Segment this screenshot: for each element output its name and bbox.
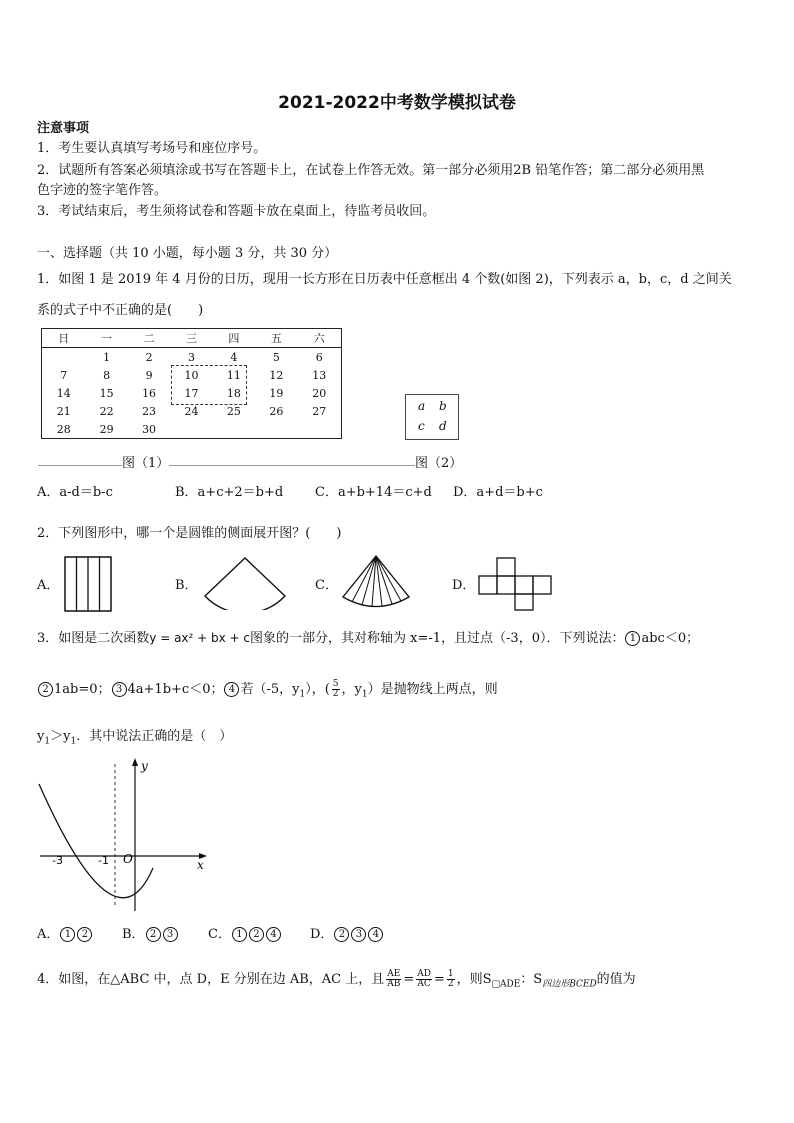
circled-number: 4 (224, 682, 239, 697)
fraction-numerator: 1 (447, 969, 454, 979)
q3-option-b (122, 926, 179, 944)
calendar-cell: 5 (272, 350, 280, 364)
circled-number: 1 (60, 927, 75, 942)
calendar-header: 六 (298, 329, 342, 348)
text: 1ab=0； (54, 682, 111, 697)
section-heading: 一、选择题（共 10 小题，每小题 3 分，共 30 分） (37, 246, 338, 261)
q2-label-b: B． (175, 578, 198, 593)
figure-baseline (38, 465, 458, 466)
circled-number: 4 (368, 927, 383, 942)
fraction-numerator: 5 (332, 679, 339, 689)
calendar-cell (213, 420, 255, 439)
q3-option-a (37, 926, 93, 944)
option-label: B． (122, 927, 145, 942)
figure-rectangle-strips (64, 556, 112, 612)
fraction-ae-ab (386, 970, 401, 989)
calendar-cell: 19 (269, 386, 284, 400)
calendar-cell: 9 (145, 368, 153, 382)
q1-option-a: A．a-d＝b-c (37, 485, 113, 500)
calendar-cell: 27 (312, 404, 327, 418)
text: ），( (305, 682, 330, 697)
text: 4．如图，在△ABC 中，点 D，E 分别在边 AB，AC 上，且 (37, 972, 385, 987)
tick-label-minus1: -1 (98, 854, 109, 867)
fraction-denominator: AB (387, 979, 401, 989)
fraction-denominator: AC (417, 979, 431, 989)
calendar-cell: 3 (187, 350, 195, 364)
calendar-cell: 23 (142, 404, 157, 418)
calendar-cell: 7 (60, 368, 68, 382)
subscript: □ADE (491, 979, 521, 990)
text: = (403, 972, 415, 987)
circled-number: 2 (38, 682, 53, 697)
text: abc＜0； (641, 631, 700, 646)
text: = (433, 972, 445, 987)
option-label: D． (310, 927, 334, 942)
text: ，则S (456, 972, 492, 987)
q2-label-c: C． (315, 578, 338, 593)
fraction-numerator: AE (387, 969, 401, 979)
subscript: 四边形BCED (542, 979, 597, 990)
figure-sector (200, 556, 290, 610)
option-label: C． (208, 927, 231, 942)
calendar-cell: 17 (184, 386, 199, 400)
calendar-cell (42, 348, 86, 367)
var-b: b (439, 399, 447, 413)
subscript: 1 (70, 736, 77, 747)
q1-option-b: B．a+c+2＝b+d (175, 485, 284, 500)
calendar-cell: 15 (99, 386, 114, 400)
calendar-cell: 29 (99, 422, 114, 436)
q1-stem-line2: 系的式子中不正确的是( ) (37, 303, 204, 318)
calendar-cell: 24 (184, 404, 199, 418)
calendar-cell: 2 (145, 350, 153, 364)
calendar-cell: 21 (56, 404, 71, 418)
calendar-header: 四 (213, 329, 255, 348)
parabola-curve (39, 784, 153, 898)
fraction-denominator: 2 (447, 979, 454, 989)
circled-number: 2 (146, 927, 161, 942)
calendar-cell: 8 (103, 368, 111, 382)
calendar-cell: 18 (226, 386, 241, 400)
q3-stem-line1 (37, 629, 699, 648)
option-label: A． (37, 927, 60, 942)
q2-label-d: D． (452, 578, 476, 593)
q3-option-d (310, 926, 384, 944)
calendar-cell: 14 (56, 386, 71, 400)
q3-option-c (208, 926, 282, 944)
circled-number: 2 (334, 927, 349, 942)
figure2-caption: 图（2） (415, 456, 463, 471)
var-d: d (439, 419, 447, 433)
notice-item: 3．考试结束后，考生须将试卷和答题卡放在桌面上，待监考员收回。 (37, 204, 436, 219)
text: 3．如图是二次函数 (37, 631, 150, 646)
calendar-cell: 10 (184, 368, 199, 382)
fraction-half (447, 970, 455, 989)
text: 若（-5，y (240, 682, 300, 697)
calendar-cell: 28 (56, 422, 71, 436)
figure2-box (405, 394, 459, 440)
page-title: 2021-2022中考数学模拟试卷 (278, 93, 516, 113)
calendar-cell: 30 (142, 422, 157, 436)
calendar-cell: 6 (315, 350, 323, 364)
calendar-cell: 22 (99, 404, 114, 418)
circled-number: 3 (351, 927, 366, 942)
subscript: 1 (361, 689, 368, 700)
calendar-cell (298, 420, 342, 439)
fraction-numerator: AD (417, 969, 431, 979)
circled-number: 2 (77, 927, 92, 942)
notice-item: 1．考生要认真填写考场号和座位序号。 (37, 141, 267, 156)
calendar-cell: 11 (226, 368, 241, 382)
calendar-cell: 16 (142, 386, 157, 400)
notice-item: 色字迹的签字笔作答。 (37, 183, 168, 198)
calendar-cell: 26 (269, 404, 284, 418)
circled-number: 2 (249, 927, 264, 942)
calendar-header: 二 (128, 329, 170, 348)
quadratic-formula: y = ax² + bx + c (149, 631, 251, 645)
notice-item: 2．试题所有答案必须填涂或书写在答题卡上，在试卷上作答无效。第一部分必须用2B 铅笔作答；第二部分必须用黑 (37, 163, 705, 178)
var-c: c (418, 419, 425, 433)
calendar-cell: 20 (312, 386, 327, 400)
q2-stem: 2．下列图形中，哪一个是圆锥的侧面展开图？( ) (37, 526, 342, 541)
calendar-cell: 12 (269, 368, 284, 382)
fraction-denominator: 2 (332, 689, 339, 699)
calendar-header: 日 (42, 329, 86, 348)
circled-number: 1 (625, 631, 640, 646)
subscript: 1 (299, 689, 306, 700)
calendar-row (42, 348, 342, 367)
calendar-cell: 1 (103, 350, 111, 364)
text: 4a+1b+c＜0； (127, 682, 224, 697)
figure1-caption: 图（1） (122, 456, 170, 471)
q3-stem-line2 (37, 680, 498, 704)
q3-stem-line3 (37, 728, 232, 751)
circled-number: 1 (232, 927, 247, 942)
q4-stem (37, 970, 636, 994)
circled-number: 4 (266, 927, 281, 942)
subscript: 1 (44, 736, 51, 747)
y-label: y (141, 759, 148, 773)
text: ＞y (50, 729, 71, 744)
tick-label-minus3: -3 (52, 854, 63, 867)
circled-number: 3 (112, 682, 127, 697)
calendar-header: 一 (85, 329, 127, 348)
circled-number: 3 (163, 927, 178, 942)
text: ，y (341, 682, 362, 697)
q1-stem-line1: 1．如图 1 是 2019 年 4 月份的日历，现用一长方形在日历表中任意框出 4 个数(如图 2)，下列表示 a，b，c，d 之间关 (37, 272, 732, 287)
calendar-cell: 25 (226, 404, 241, 418)
parabola-graph (35, 756, 215, 914)
text: 的值为 (596, 972, 636, 987)
calendar-header: 五 (255, 329, 297, 348)
text: ：S (520, 972, 543, 987)
origin-label: O (123, 852, 133, 866)
q2-label-a: A． (37, 578, 60, 593)
var-a: a (418, 399, 426, 413)
text: ）是抛物线上两点，则 (367, 682, 498, 697)
q1-option-c: C．a+b+14＝c+d (315, 485, 432, 500)
calendar-header: 三 (170, 329, 212, 348)
text: 图象的一部分，其对称轴为 x=-1，且过点（-3，0）．下列说法： (250, 631, 625, 646)
text: ．其中说法正确的是（ ） (76, 729, 233, 744)
calendar-cell (255, 420, 297, 439)
calendar-cell (170, 420, 212, 439)
fraction-ad-ac (416, 970, 432, 989)
y-axis-arrow (132, 758, 138, 766)
selection-rectangle (171, 365, 247, 405)
x-label: x (197, 858, 204, 872)
figure-folded-cone (340, 554, 412, 612)
calendar-cell: 13 (312, 368, 327, 382)
calendar-row (42, 420, 342, 439)
notice-heading: 注意事项 (37, 121, 90, 136)
fraction (332, 680, 340, 699)
text: y (37, 729, 45, 744)
calendar-cell: 4 (230, 350, 238, 364)
q1-option-d: D．a+d＝b+c (453, 485, 543, 500)
figure-cross-net (478, 557, 552, 611)
